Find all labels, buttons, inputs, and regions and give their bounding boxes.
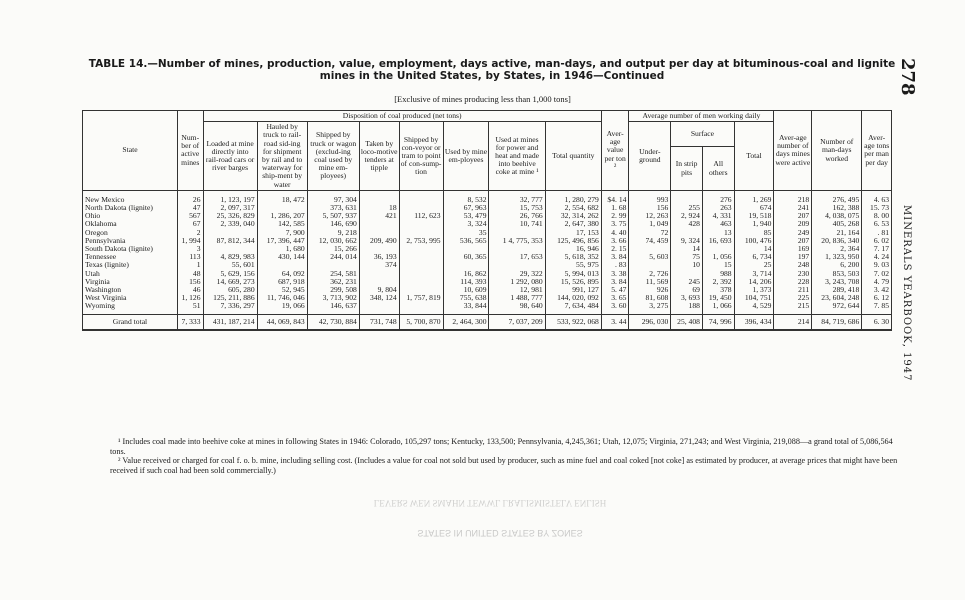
- cell-man-days: 6, 200: [812, 261, 862, 269]
- cell-power: 17, 653: [489, 253, 545, 261]
- cell-truck: 244, 014: [307, 253, 359, 261]
- cell-man-days: 4, 038, 075: [812, 212, 862, 220]
- cell-state: North Dakota (lignite): [83, 204, 178, 212]
- cell-value: 4. 40: [601, 229, 629, 237]
- cell-strip: 428: [671, 220, 703, 228]
- cell-loco: [359, 270, 399, 278]
- cell-state: Oklahoma: [83, 220, 178, 228]
- cell-strip: 188: [671, 302, 703, 314]
- cell-tons: 6. 12: [862, 294, 892, 302]
- cell-power: 98, 640: [489, 302, 545, 314]
- cell-employees: 10, 609: [443, 286, 489, 294]
- total-row: [83, 314, 892, 330]
- cell-others: 16, 693: [702, 237, 734, 245]
- cell-mines: 47: [177, 204, 203, 212]
- cell-state: West Virginia: [83, 294, 178, 302]
- cell-man-days: 1, 323, 950: [812, 253, 862, 261]
- cell-hauled: 7, 900: [257, 229, 307, 237]
- cell-others: 4, 331: [702, 212, 734, 220]
- cell-total-men: 100, 476: [734, 237, 774, 245]
- header-hauled: Hauled by truck to rail-road sid-ing for shipment by rail and to waterway for ship-ment by water: [257, 122, 307, 191]
- cell-loco: 348, 124: [359, 294, 399, 302]
- cell-loaded: 125, 211, 886: [203, 294, 257, 302]
- cell-hauled: 18, 472: [257, 190, 307, 204]
- cell-total-men: 1, 269: [734, 190, 774, 204]
- cell-underground: 156: [629, 204, 671, 212]
- header-state: State: [83, 111, 178, 191]
- cell-state: Wyoming: [83, 302, 178, 314]
- header-num-mines: Num-ber of active mines: [177, 111, 203, 191]
- cell-tons: 6. 30: [862, 314, 892, 330]
- cell-truck: 362, 231: [307, 278, 359, 286]
- cell-total-men: 19, 518: [734, 212, 774, 220]
- cell-value: 3. 75: [601, 220, 629, 228]
- cell-others: 74, 996: [702, 314, 734, 330]
- cell-man-days: 3, 243, 708: [812, 278, 862, 286]
- cell-mines: 67: [177, 220, 203, 228]
- cell-hauled: 430, 144: [257, 253, 307, 261]
- header-loaded: Loaded at mine directly into rail-road cars or river barges: [203, 122, 257, 191]
- cell-mines: 7, 333: [177, 314, 203, 330]
- cell-others: 1, 056: [702, 253, 734, 261]
- cell-conveyor: [399, 270, 443, 278]
- cell-hauled: 1, 680: [257, 245, 307, 253]
- cell-truck: 9, 218: [307, 229, 359, 237]
- cell-employees: 8, 532: [443, 190, 489, 204]
- cell-hauled: 64, 092: [257, 270, 307, 278]
- cell-days: 207: [774, 237, 812, 245]
- cell-tons: 3. 42: [862, 286, 892, 294]
- running-head: MINERALS YEARBOOK, 1947: [901, 205, 912, 382]
- cell-strip: 14: [671, 245, 703, 253]
- cell-others: 15: [702, 261, 734, 269]
- cell-loaded: 25, 326, 829: [203, 212, 257, 220]
- cell-underground: 72: [629, 229, 671, 237]
- table-row: [83, 302, 892, 314]
- cell-tons: 4. 63: [862, 190, 892, 204]
- cell-others: 988: [702, 270, 734, 278]
- header-avg-men: Average number of men working daily: [629, 111, 774, 122]
- cell-hauled: 687, 918: [257, 278, 307, 286]
- bleed-through-text: LEVERS WEN SMAHN TEWWL LRALISMISTELV ENLISH: [373, 498, 607, 508]
- cell-total: 7, 634, 484: [545, 302, 601, 314]
- footnotes: [110, 437, 900, 475]
- header-used-power: Used at mines for power and heat and made into beehive coke at mine ¹: [489, 122, 545, 191]
- cell-power: 1 488, 777: [489, 294, 545, 302]
- data-table: [82, 110, 892, 331]
- cell-power: 26, 766: [489, 212, 545, 220]
- cell-days: 215: [774, 302, 812, 314]
- header-all-others: All others: [702, 147, 734, 191]
- cell-loco: [359, 190, 399, 204]
- cell-days: 248: [774, 261, 812, 269]
- cell-total-men: 1, 940: [734, 220, 774, 228]
- cell-power: 32, 777: [489, 190, 545, 204]
- cell-truck: 373, 631: [307, 204, 359, 212]
- cell-truck: 254, 581: [307, 270, 359, 278]
- cell-total-men: 674: [734, 204, 774, 212]
- cell-employees: 60, 365: [443, 253, 489, 261]
- cell-others: 276: [702, 190, 734, 204]
- cell-loco: [359, 302, 399, 314]
- cell-mines: 1, 126: [177, 294, 203, 302]
- cell-total: 125, 496, 856: [545, 237, 601, 245]
- cell-employees: 67, 963: [443, 204, 489, 212]
- cell-tons: 4. 24: [862, 253, 892, 261]
- cell-man-days: 276, 495: [812, 190, 862, 204]
- cell-value: 3. 38: [601, 270, 629, 278]
- cell-power: 10, 741: [489, 220, 545, 228]
- cell-days: 211: [774, 286, 812, 294]
- cell-underground: 12, 263: [629, 212, 671, 220]
- cell-mines: 567: [177, 212, 203, 220]
- cell-underground: 81, 608: [629, 294, 671, 302]
- cell-employees: 755, 638: [443, 294, 489, 302]
- cell-conveyor: [399, 245, 443, 253]
- cell-value: 5. 47: [601, 286, 629, 294]
- cell-employees: 16, 862: [443, 270, 489, 278]
- cell-state: Tennessee: [83, 253, 178, 261]
- page-number: 278: [897, 58, 918, 96]
- cell-tons: 15. 73: [862, 204, 892, 212]
- cell-loco: 9, 804: [359, 286, 399, 294]
- cell-total: 5, 994, 013: [545, 270, 601, 278]
- cell-strip: 9, 324: [671, 237, 703, 245]
- cell-total-men: 4, 529: [734, 302, 774, 314]
- cell-employees: 536, 565: [443, 237, 489, 245]
- cell-days: 207: [774, 212, 812, 220]
- header-locomotive: Taken by loco-motive tenders at tipple: [359, 122, 399, 191]
- cell-truck: 42, 730, 884: [307, 314, 359, 330]
- cell-days: 225: [774, 294, 812, 302]
- cell-loco: 731, 748: [359, 314, 399, 330]
- header-total-men: Total: [734, 122, 774, 191]
- cell-days: 241: [774, 204, 812, 212]
- header-disposition: Disposition of coal produced (net tons): [203, 111, 601, 122]
- cell-power: 7, 037, 209: [489, 314, 545, 330]
- cell-others: 463: [702, 220, 734, 228]
- cell-tons: 8. 00: [862, 212, 892, 220]
- cell-state: Virginia: [83, 278, 178, 286]
- cell-mines: 51: [177, 302, 203, 314]
- cell-total: 1, 280, 279: [545, 190, 601, 204]
- footnote-2: ² Value received or charged for coal f. o. b. mine, including selling cost. (Includes a value for coal not sold but used by producer, such as mine fuel and coal coked [not coke] as estimated by producer, at average prices that might have been received if such coal had been sold commercially.): [110, 456, 898, 475]
- cell-others: 19, 450: [702, 294, 734, 302]
- cell-state: Grand total: [83, 314, 178, 330]
- cell-total: 2, 647, 380: [545, 220, 601, 228]
- header-used-employees: Used by mine em-ployees: [443, 122, 489, 191]
- header-surface: Surface: [671, 122, 734, 147]
- cell-tons: 9. 03: [862, 261, 892, 269]
- cell-mines: 3: [177, 245, 203, 253]
- cell-state: South Dakota (lignite): [83, 245, 178, 253]
- cell-strip: 3, 693: [671, 294, 703, 302]
- cell-days: 249: [774, 229, 812, 237]
- cell-mines: 26: [177, 190, 203, 204]
- cell-man-days: 20, 836, 340: [812, 237, 862, 245]
- cell-underground: 74, 459: [629, 237, 671, 245]
- cell-total: 533, 922, 068: [545, 314, 601, 330]
- cell-others: 263: [702, 204, 734, 212]
- cell-total-men: 6, 734: [734, 253, 774, 261]
- cell-loaded: 5, 629, 156: [203, 270, 257, 278]
- cell-loaded: 1, 123, 197: [203, 190, 257, 204]
- cell-man-days: 289, 418: [812, 286, 862, 294]
- cell-total: 144, 020, 092: [545, 294, 601, 302]
- cell-hauled: 44, 069, 843: [257, 314, 307, 330]
- cell-conveyor: 5, 700, 870: [399, 314, 443, 330]
- cell-value: . 83: [601, 261, 629, 269]
- cell-man-days: 23, 604, 248: [812, 294, 862, 302]
- cell-hauled: 19, 066: [257, 302, 307, 314]
- cell-value: 3. 84: [601, 278, 629, 286]
- cell-strip: 25, 408: [671, 314, 703, 330]
- cell-days: 169: [774, 245, 812, 253]
- cell-underground: 993: [629, 190, 671, 204]
- cell-total: 991, 127: [545, 286, 601, 294]
- cell-hauled: 11, 746, 046: [257, 294, 307, 302]
- cell-man-days: 21, 164: [812, 229, 862, 237]
- table-body: [83, 190, 892, 330]
- header-avg-days: Aver-age number of days mines were active: [774, 111, 812, 191]
- cell-power: 12, 981: [489, 286, 545, 294]
- cell-total-men: 25: [734, 261, 774, 269]
- cell-mines: 46: [177, 286, 203, 294]
- cell-underground: 296, 030: [629, 314, 671, 330]
- cell-loco: 209, 490: [359, 237, 399, 245]
- cell-conveyor: [399, 278, 443, 286]
- cell-tons: . 81: [862, 229, 892, 237]
- cell-total-men: 85: [734, 229, 774, 237]
- cell-truck: 5, 507, 937: [307, 212, 359, 220]
- cell-tons: 6. 02: [862, 237, 892, 245]
- cell-days: 218: [774, 190, 812, 204]
- cell-days: 228: [774, 278, 812, 286]
- cell-mines: 48: [177, 270, 203, 278]
- cell-employees: 3, 324: [443, 220, 489, 228]
- cell-underground: 3, 275: [629, 302, 671, 314]
- cell-mines: 2: [177, 229, 203, 237]
- cell-loco: 421: [359, 212, 399, 220]
- cell-days: 230: [774, 270, 812, 278]
- cell-strip: 69: [671, 286, 703, 294]
- cell-state: Ohio: [83, 212, 178, 220]
- cell-employees: 35: [443, 229, 489, 237]
- cell-total: 15, 526, 895: [545, 278, 601, 286]
- cell-total-men: 14, 206: [734, 278, 774, 286]
- cell-loaded: 87, 812, 344: [203, 237, 257, 245]
- cell-truck: 15, 266: [307, 245, 359, 253]
- cell-truck: 3, 713, 902: [307, 294, 359, 302]
- cell-hauled: 142, 585: [257, 220, 307, 228]
- cell-conveyor: [399, 302, 443, 314]
- cell-conveyor: [399, 253, 443, 261]
- cell-state: Washington: [83, 286, 178, 294]
- cell-value: 2. 15: [601, 245, 629, 253]
- cell-power: 15, 753: [489, 204, 545, 212]
- table-subtitle: [Exclusive of mines producing less than 1,000 tons]: [394, 94, 571, 104]
- cell-loaded: 2, 097, 317: [203, 204, 257, 212]
- cell-loaded: 2, 339, 040: [203, 220, 257, 228]
- cell-others: 1, 066: [702, 302, 734, 314]
- cell-man-days: 853, 503: [812, 270, 862, 278]
- cell-strip: 255: [671, 204, 703, 212]
- cell-total: 2, 554, 682: [545, 204, 601, 212]
- cell-truck: 12, 030, 662: [307, 237, 359, 245]
- cell-loco: 18: [359, 204, 399, 212]
- cell-underground: 1, 049: [629, 220, 671, 228]
- cell-tons: 4. 79: [862, 278, 892, 286]
- cell-employees: 114, 393: [443, 278, 489, 286]
- bleed-through-text-2: STATES IN UNITED STATES BY ZONES: [417, 528, 583, 538]
- cell-others: 2, 392: [702, 278, 734, 286]
- cell-loaded: 605, 280: [203, 286, 257, 294]
- cell-total-men: 104, 751: [734, 294, 774, 302]
- cell-conveyor: [399, 220, 443, 228]
- header-strip-pits: In strip pits: [671, 147, 703, 191]
- cell-tons: 6. 53: [862, 220, 892, 228]
- cell-strip: 245: [671, 278, 703, 286]
- table-title-line1: TABLE 14.—Number of mines, production, value, employment, days active, man-days, and output per day at bituminous-coal and lignite: [88, 58, 896, 70]
- cell-strip: 10: [671, 261, 703, 269]
- cell-state: Oregon: [83, 229, 178, 237]
- cell-state: Utah: [83, 270, 178, 278]
- cell-state: New Mexico: [83, 190, 178, 204]
- cell-value: $4. 14: [601, 190, 629, 204]
- cell-strip: [671, 190, 703, 204]
- table-title-line2: mines in the United States, by States, in 1946—Continued: [319, 70, 665, 82]
- cell-underground: 11, 569: [629, 278, 671, 286]
- cell-value: 3. 44: [601, 314, 629, 330]
- cell-conveyor: [399, 190, 443, 204]
- cell-loco: [359, 220, 399, 228]
- cell-truck: 146, 637: [307, 302, 359, 314]
- cell-loaded: 14, 669, 273: [203, 278, 257, 286]
- cell-power: 1 4, 775, 353: [489, 237, 545, 245]
- header-avg-tons: Aver-age tons per man per day: [862, 111, 892, 191]
- cell-truck: 299, 508: [307, 286, 359, 294]
- cell-days: 197: [774, 253, 812, 261]
- cell-value: 3. 60: [601, 302, 629, 314]
- cell-value: 3. 66: [601, 237, 629, 245]
- cell-tons: 7. 17: [862, 245, 892, 253]
- cell-others: 13: [702, 229, 734, 237]
- cell-loco: 374: [359, 261, 399, 269]
- cell-conveyor: 1, 757, 819: [399, 294, 443, 302]
- cell-total-men: 1, 373: [734, 286, 774, 294]
- cell-total: 17, 153: [545, 229, 601, 237]
- cell-tons: 7. 85: [862, 302, 892, 314]
- header-avg-value: Aver-age value per ton ²: [601, 111, 629, 191]
- cell-man-days: 405, 268: [812, 220, 862, 228]
- cell-total: 5, 618, 352: [545, 253, 601, 261]
- cell-total-men: 396, 434: [734, 314, 774, 330]
- cell-total: 55, 975: [545, 261, 601, 269]
- cell-tons: 7. 02: [862, 270, 892, 278]
- header-man-days: Number of man-days worked: [812, 111, 862, 191]
- table-row: [83, 190, 892, 204]
- cell-hauled: 52, 945: [257, 286, 307, 294]
- cell-loaded: 55, 601: [203, 261, 257, 269]
- cell-employees: 2, 464, 300: [443, 314, 489, 330]
- cell-days: 214: [774, 314, 812, 330]
- cell-mines: 1: [177, 261, 203, 269]
- cell-power: 29, 322: [489, 270, 545, 278]
- cell-hauled: 17, 396, 447: [257, 237, 307, 245]
- cell-value: 3. 65: [601, 294, 629, 302]
- cell-underground: 2, 726: [629, 270, 671, 278]
- cell-conveyor: [399, 261, 443, 269]
- header-conveyor: Shipped by con-veyor or tram to point of con-sump-tion: [399, 122, 443, 191]
- cell-underground: 926: [629, 286, 671, 294]
- cell-man-days: 84, 719, 686: [812, 314, 862, 330]
- table-title: [82, 58, 902, 82]
- cell-total: 16, 946: [545, 245, 601, 253]
- cell-man-days: 162, 388: [812, 204, 862, 212]
- header-total-quantity: Total quantity: [545, 122, 601, 191]
- cell-truck: 146, 690: [307, 220, 359, 228]
- cell-mines: 113: [177, 253, 203, 261]
- cell-mines: 1, 994: [177, 237, 203, 245]
- cell-employees: 53, 479: [443, 212, 489, 220]
- cell-mines: 156: [177, 278, 203, 286]
- cell-power: 1 292, 080: [489, 278, 545, 286]
- cell-strip: 2, 924: [671, 212, 703, 220]
- header-shipped-truck: Shipped by truck or wagon (exclud-ing coal used by mine em-ployees): [307, 122, 359, 191]
- cell-truck: 97, 304: [307, 190, 359, 204]
- cell-state: Pennsylvania: [83, 237, 178, 245]
- cell-strip: 75: [671, 253, 703, 261]
- cell-total: 32, 314, 262: [545, 212, 601, 220]
- cell-value: 2. 99: [601, 212, 629, 220]
- cell-value: 1. 68: [601, 204, 629, 212]
- header-underground: Under-ground: [629, 122, 671, 191]
- cell-total-men: 14: [734, 245, 774, 253]
- cell-loaded: 431, 187, 214: [203, 314, 257, 330]
- cell-others: 378: [702, 286, 734, 294]
- cell-total-men: 3, 714: [734, 270, 774, 278]
- cell-loco: 36, 193: [359, 253, 399, 261]
- cell-days: 209: [774, 220, 812, 228]
- cell-employees: 33, 844: [443, 302, 489, 314]
- cell-hauled: 1, 286, 207: [257, 212, 307, 220]
- footnote-1: ¹ Includes coal made into beehive coke at mines in following States in 1946: Colorado, 105,297 tons; Kentucky, 133,500; Pennsylvania, 4,245,361; Utah, 12,075; Virginia, 271,243; and West Virginia, 219,088—a grand total of 5,086,564 tons.: [110, 437, 893, 456]
- cell-conveyor: 2, 753, 995: [399, 237, 443, 245]
- cell-loaded: 7, 336, 297: [203, 302, 257, 314]
- cell-underground: 5, 603: [629, 253, 671, 261]
- cell-man-days: 2, 364: [812, 245, 862, 253]
- cell-value: 3. 84: [601, 253, 629, 261]
- cell-man-days: 972, 644: [812, 302, 862, 314]
- cell-state: Texas (lignite): [83, 261, 178, 269]
- cell-loaded: 4, 829, 983: [203, 253, 257, 261]
- cell-conveyor: 112, 623: [399, 212, 443, 220]
